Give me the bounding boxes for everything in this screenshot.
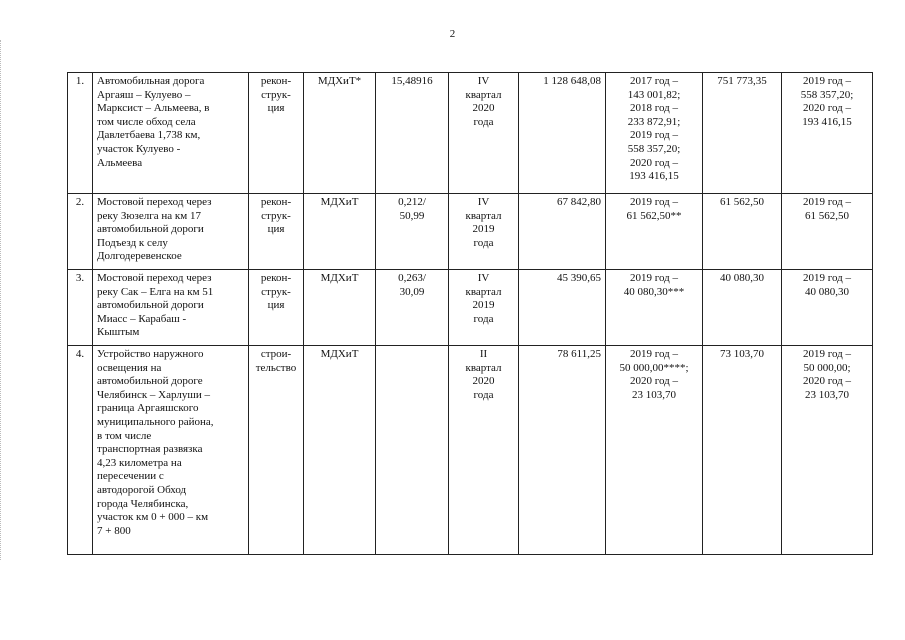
remaining-cell: 751 773,35 xyxy=(703,73,782,194)
cell-line: города Челябинска, xyxy=(97,497,189,510)
plan-cell xyxy=(782,346,873,555)
cell-line: 0,212/ xyxy=(398,196,426,208)
cell-line: участок км 0 + 000 – км xyxy=(97,511,209,524)
cell-line: 143 001,82; xyxy=(627,88,681,101)
plan-cell xyxy=(782,73,873,194)
customer-cell: МДХиТ* xyxy=(304,73,376,194)
cell-line: струк- xyxy=(261,88,291,101)
cell-line: тельство xyxy=(255,361,297,374)
cell-line: 2020 год – xyxy=(802,102,852,115)
cell-line: Челябинск – Харлуши – xyxy=(97,388,210,401)
cell-line: II xyxy=(479,348,488,360)
cell-line: 7 + 800 xyxy=(97,524,131,537)
deadline-cell xyxy=(449,194,519,270)
cell-line: рекон- xyxy=(260,75,292,87)
cell-line: 2019 год – xyxy=(629,348,679,360)
cell-line: строи- xyxy=(260,348,292,360)
cell-line: автомобильной дороги xyxy=(97,223,204,236)
length-cell xyxy=(376,73,449,194)
cost-cell: 78 611,25 xyxy=(519,346,606,555)
table-row xyxy=(68,270,873,346)
row-number-cell: 4. xyxy=(68,346,93,555)
cell-line: 2020 год – xyxy=(802,375,852,388)
remaining-cell: 73 103,70 xyxy=(703,346,782,555)
remaining-cell: 61 562,50 xyxy=(703,194,782,270)
cell-line: 2019 xyxy=(472,299,495,312)
object-name-cell xyxy=(93,73,249,194)
cell-line: 193 416,15 xyxy=(629,170,679,183)
cost-cell: 67 842,80 xyxy=(519,194,606,270)
cell-line: струк- xyxy=(261,285,291,298)
cell-line: граница Аргаяшского xyxy=(97,402,199,415)
cell-line: 50 000,00; xyxy=(803,361,851,374)
cell-line: Давлетбаева 1,738 км, xyxy=(97,129,201,142)
financed-cell xyxy=(606,73,703,194)
financed-cell xyxy=(606,194,703,270)
cell-line: 2019 год – xyxy=(629,129,679,142)
cell-line: 2019 год – xyxy=(802,348,852,360)
length-cell xyxy=(376,270,449,346)
cell-line: 2019 год – xyxy=(802,75,852,87)
cell-line: года xyxy=(473,388,494,401)
cell-line: 50,99 xyxy=(399,209,425,222)
cell-line: 23 103,70 xyxy=(805,388,849,401)
cell-line: 40 080,30 xyxy=(805,285,849,298)
cell-line: 50 000,00****; xyxy=(619,361,689,374)
cell-line: 4,23 километра на xyxy=(97,456,182,469)
plan-cell xyxy=(782,270,873,346)
cell-line: рекон- xyxy=(260,196,292,208)
cell-line: том числе обход села xyxy=(97,115,196,128)
financed-cell xyxy=(606,346,703,555)
work-type-cell xyxy=(249,270,304,346)
deadline-cell xyxy=(449,346,519,555)
customer-cell: МДХиТ xyxy=(304,346,376,555)
cell-line: 61 562,50** xyxy=(626,209,682,222)
length-cell xyxy=(376,194,449,270)
cost-cell: 1 128 648,08 xyxy=(519,73,606,194)
cell-line: Подъезд к селу xyxy=(97,236,168,249)
cell-line: IV xyxy=(477,272,490,284)
cell-line: 2020 xyxy=(472,375,495,388)
cell-line: автодорогой Обход xyxy=(97,483,187,496)
cell-line: 558 357,20; xyxy=(627,142,681,155)
cell-line: реку Сак – Елга на км 51 xyxy=(97,285,214,298)
cell-line: 2020 xyxy=(472,102,495,115)
cell-line: 2020 год – xyxy=(629,156,679,169)
cell-line: Автомобильная дорога xyxy=(97,75,205,87)
work-type-cell xyxy=(249,346,304,555)
cell-line: 2019 год – xyxy=(629,196,679,208)
cell-line: Долгодеревенское xyxy=(97,250,182,263)
deadline-cell xyxy=(449,73,519,194)
cell-line: года xyxy=(473,236,494,249)
cell-line: 193 416,15 xyxy=(802,115,852,128)
object-name-cell xyxy=(93,346,249,555)
cell-line: 2019 год – xyxy=(629,272,679,284)
cell-line: в том числе xyxy=(97,429,152,442)
cell-line: Аргаяш – Кулуево – xyxy=(97,88,191,101)
cell-line: года xyxy=(473,115,494,128)
cell-line: 40 080,30*** xyxy=(623,285,685,298)
plan-cell xyxy=(782,194,873,270)
cell-line: IV xyxy=(477,75,490,87)
work-type-cell xyxy=(249,73,304,194)
cell-line: муниципального района, xyxy=(97,415,214,428)
cell-line: 15,48916 xyxy=(391,75,433,87)
cell-line: ция xyxy=(267,102,285,115)
cell-line: 2019 год – xyxy=(802,196,852,208)
length-cell xyxy=(376,346,449,555)
row-number-cell: 3. xyxy=(68,270,93,346)
cell-line: 233 872,91; xyxy=(627,115,681,128)
cell-line: 2020 год – xyxy=(629,375,679,388)
table-row xyxy=(68,194,873,270)
cell-line: ция xyxy=(267,299,285,312)
cell-line: 61 562,50 xyxy=(805,209,849,222)
cell-line: 0,263/ xyxy=(398,272,426,284)
cell-line: года xyxy=(473,312,494,325)
cell-line: ция xyxy=(267,223,285,236)
cell-line: Устройство наружного xyxy=(97,348,204,360)
cell-line: участок Кулуево - xyxy=(97,142,181,155)
cell-line: автомобильной дороге xyxy=(97,375,203,388)
cell-line: Миасс – Карабаш - xyxy=(97,312,187,325)
cell-line: рекон- xyxy=(260,272,292,284)
cell-line: транспортная развязка xyxy=(97,443,203,456)
cell-line: 2018 год – xyxy=(629,102,679,115)
cell-line: квартал xyxy=(465,361,502,374)
work-type-cell xyxy=(249,194,304,270)
object-name-cell xyxy=(93,270,249,346)
cell-line: струк- xyxy=(261,209,291,222)
financed-cell xyxy=(606,270,703,346)
cell-line: автомобильной дороги xyxy=(97,299,204,312)
deadline-cell xyxy=(449,270,519,346)
cost-cell: 45 390,65 xyxy=(519,270,606,346)
page-number: 2 xyxy=(449,28,456,40)
cell-line: пересечении с xyxy=(97,470,164,483)
cell-line: Мостовой переход через xyxy=(97,196,212,208)
table-row xyxy=(68,73,873,194)
cell-line: освещения на xyxy=(97,361,162,374)
row-number-cell: 1. xyxy=(68,73,93,194)
cell-line: реку Зюзелга на км 17 xyxy=(97,209,201,222)
row-number-cell: 2. xyxy=(68,194,93,270)
customer-cell: МДХиТ xyxy=(304,194,376,270)
objects-table xyxy=(67,72,873,555)
cell-line: Марксист – Альмеева, в xyxy=(97,102,210,115)
object-name-cell xyxy=(93,194,249,270)
cell-line: Мостовой переход через xyxy=(97,272,212,284)
cell-line: квартал xyxy=(465,88,502,101)
cell-line: квартал xyxy=(465,285,502,298)
cell-line: Альмеева xyxy=(97,156,143,169)
scan-edge-marks xyxy=(0,40,4,560)
cell-line: 2019 год – xyxy=(802,272,852,284)
cell-line: 23 103,70 xyxy=(632,388,676,401)
cell-line: 30,09 xyxy=(399,285,425,298)
remaining-cell: 40 080,30 xyxy=(703,270,782,346)
table-row xyxy=(68,346,873,555)
cell-line: Кыштым xyxy=(97,326,140,339)
cell-line: 558 357,20; xyxy=(800,88,854,101)
cell-line: IV xyxy=(477,196,490,208)
cell-line: 2019 xyxy=(472,223,495,236)
customer-cell: МДХиТ xyxy=(304,270,376,346)
cell-line: квартал xyxy=(465,209,502,222)
cell-line: 2017 год – xyxy=(629,75,679,87)
table-body xyxy=(68,73,873,555)
